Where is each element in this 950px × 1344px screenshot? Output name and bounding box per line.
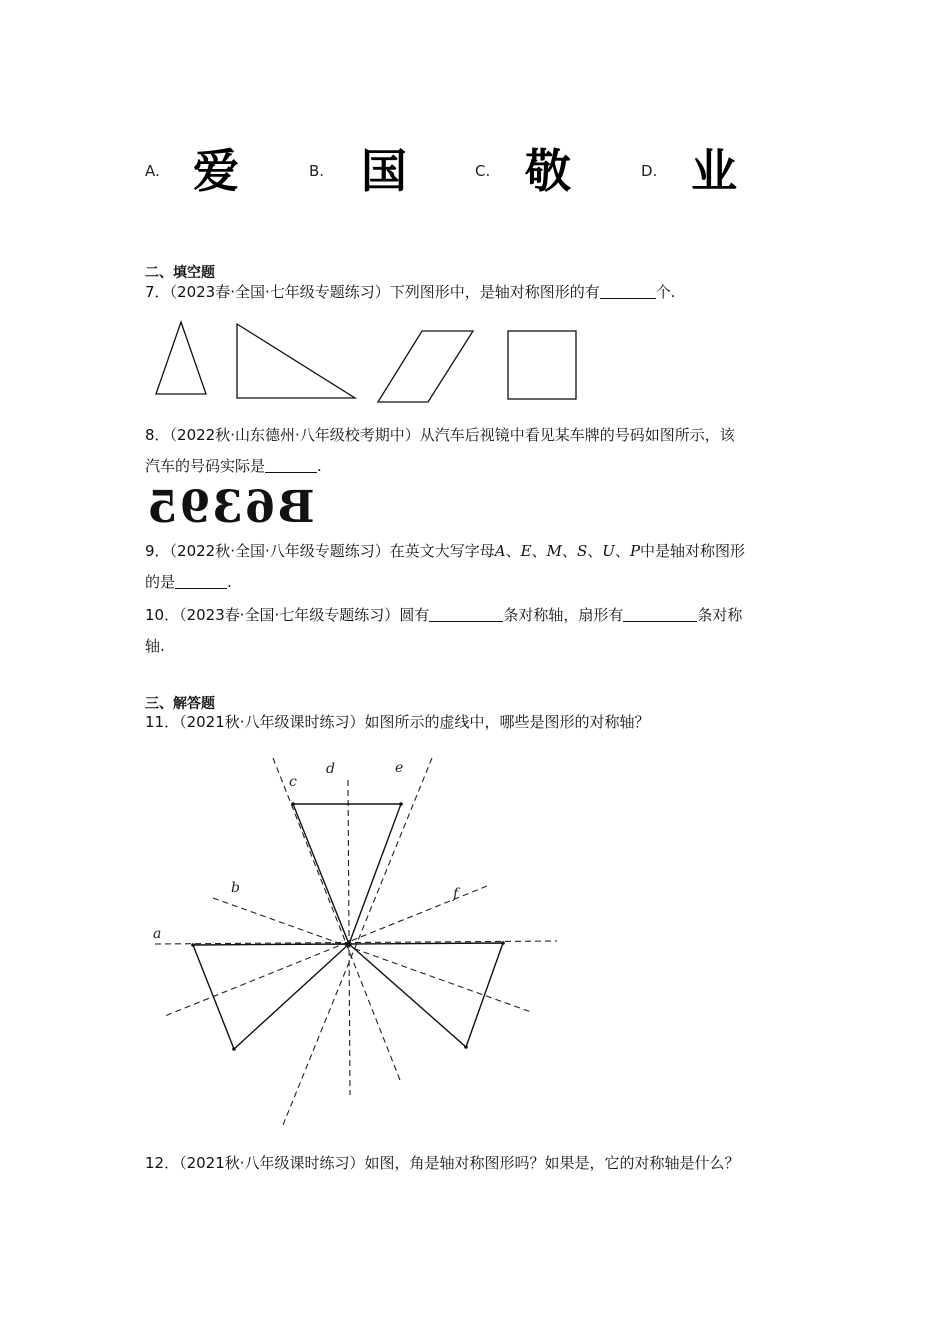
option-char: 爱 [193, 144, 239, 198]
question-number: 11． [145, 713, 180, 731]
label-f: f [453, 886, 459, 902]
question-number: 8． [145, 426, 170, 444]
option-letter: A. [145, 162, 160, 180]
answer-blank-1 [429, 605, 503, 622]
section-title-fill-in: 二、填空题 [145, 265, 215, 281]
separator: 、 [505, 542, 521, 560]
question-source: （2021秋·八年级课时练习） [179, 713, 365, 731]
vertex-point [347, 942, 352, 947]
answer-blank [265, 456, 317, 473]
question-source: （2023春·全国·七年级专题练习） [169, 283, 390, 301]
question-number: 10． [145, 606, 180, 624]
q7-shapes-figure [150, 316, 590, 408]
question-text: 如图所示的虚线中，哪些是图形的对称轴？ [364, 713, 650, 731]
vertex-point [191, 943, 195, 947]
separator: 、 [561, 542, 577, 560]
question-source: （2022秋·全国·八年级专题练习） [169, 542, 390, 560]
question-8 [145, 424, 735, 477]
separator: 、 [614, 542, 630, 560]
question-9 [145, 540, 745, 593]
answer-blank-2 [623, 605, 697, 622]
question-text-2: 中是轴对称图形 [640, 542, 746, 560]
section-title-answer: 三、解答题 [145, 696, 215, 712]
letter-s: S [576, 542, 588, 560]
option-char: 敬 [525, 144, 571, 198]
letter-u: U [602, 542, 615, 560]
dashed-line-b [213, 898, 531, 1012]
letter-a: A [494, 542, 506, 560]
label-e: e [395, 760, 404, 776]
letter-e: E [520, 542, 532, 560]
question-number: 12． [145, 1154, 180, 1172]
question-number: 7． [145, 283, 170, 301]
question-12 [145, 1152, 740, 1174]
question-text-after: . [317, 457, 322, 475]
letter-m: M [546, 542, 562, 560]
answer-blank [600, 282, 656, 299]
option-char: 国 [361, 144, 407, 198]
label-a: a [153, 926, 162, 942]
square-shape [508, 331, 576, 399]
question-source: （2021秋·八年级课时练习） [179, 1154, 365, 1172]
question-text-line2: 汽车的号码实际是 [145, 457, 266, 475]
separator: 、 [531, 542, 547, 560]
question-10 [145, 604, 742, 657]
question-text: 在英文大写字母 [389, 542, 495, 560]
right-triangle [349, 943, 503, 1047]
question-text-after: 个. [655, 283, 676, 301]
vertex-point [232, 1047, 236, 1051]
question-text-line2: 轴. [145, 637, 165, 655]
vertex-point [291, 802, 295, 806]
isosceles-triangle-shape [156, 322, 206, 394]
option-letter: C. [475, 162, 491, 180]
dashed-line-e [283, 758, 432, 1125]
question-11 [145, 711, 650, 733]
option-letter: B. [309, 162, 325, 180]
question-source: （2022秋·山东德州·八年级校考期中） [169, 426, 420, 444]
vertex-point [399, 802, 403, 806]
question-source: （2023春·全国·七年级专题练习） [179, 606, 400, 624]
question-number: 9． [145, 542, 170, 560]
q11-symmetry-figure [145, 750, 565, 1130]
separator: 、 [587, 542, 603, 560]
question-7 [145, 281, 676, 303]
question-text-2: 条对称轴，扇形有 [503, 606, 624, 624]
question-text: 下列图形中，是轴对称图形的有 [389, 283, 600, 301]
label-d: d [326, 761, 335, 777]
left-triangle [193, 944, 349, 1049]
question-text: 如图，角是轴对称图形吗？如果是，它的对称轴是什么？ [364, 1154, 740, 1172]
right-triangle-shape [237, 324, 355, 398]
dashed-line-c [273, 758, 400, 1080]
question-text: 从汽车后视镜中看见某车牌的号码如图所示，该 [419, 426, 735, 444]
mirrored-license-plate [145, 482, 315, 533]
vertex-point [464, 1045, 468, 1049]
label-c: c [289, 774, 297, 790]
letter-p: P [629, 542, 641, 560]
dashed-line-d [348, 780, 350, 1095]
question-text-1: 圆有 [399, 606, 430, 624]
license-plate-text: B6395 [145, 482, 315, 533]
option-letter: D. [641, 162, 658, 180]
option-char: 业 [691, 144, 737, 198]
parallelogram-shape [378, 331, 473, 402]
question-text-3: 条对称 [697, 606, 743, 624]
answer-blank [175, 572, 227, 589]
vertex-point [501, 941, 505, 945]
question-text-line2: 的是 [145, 573, 176, 591]
question-text-after: . [227, 573, 232, 591]
label-b: b [231, 880, 240, 896]
